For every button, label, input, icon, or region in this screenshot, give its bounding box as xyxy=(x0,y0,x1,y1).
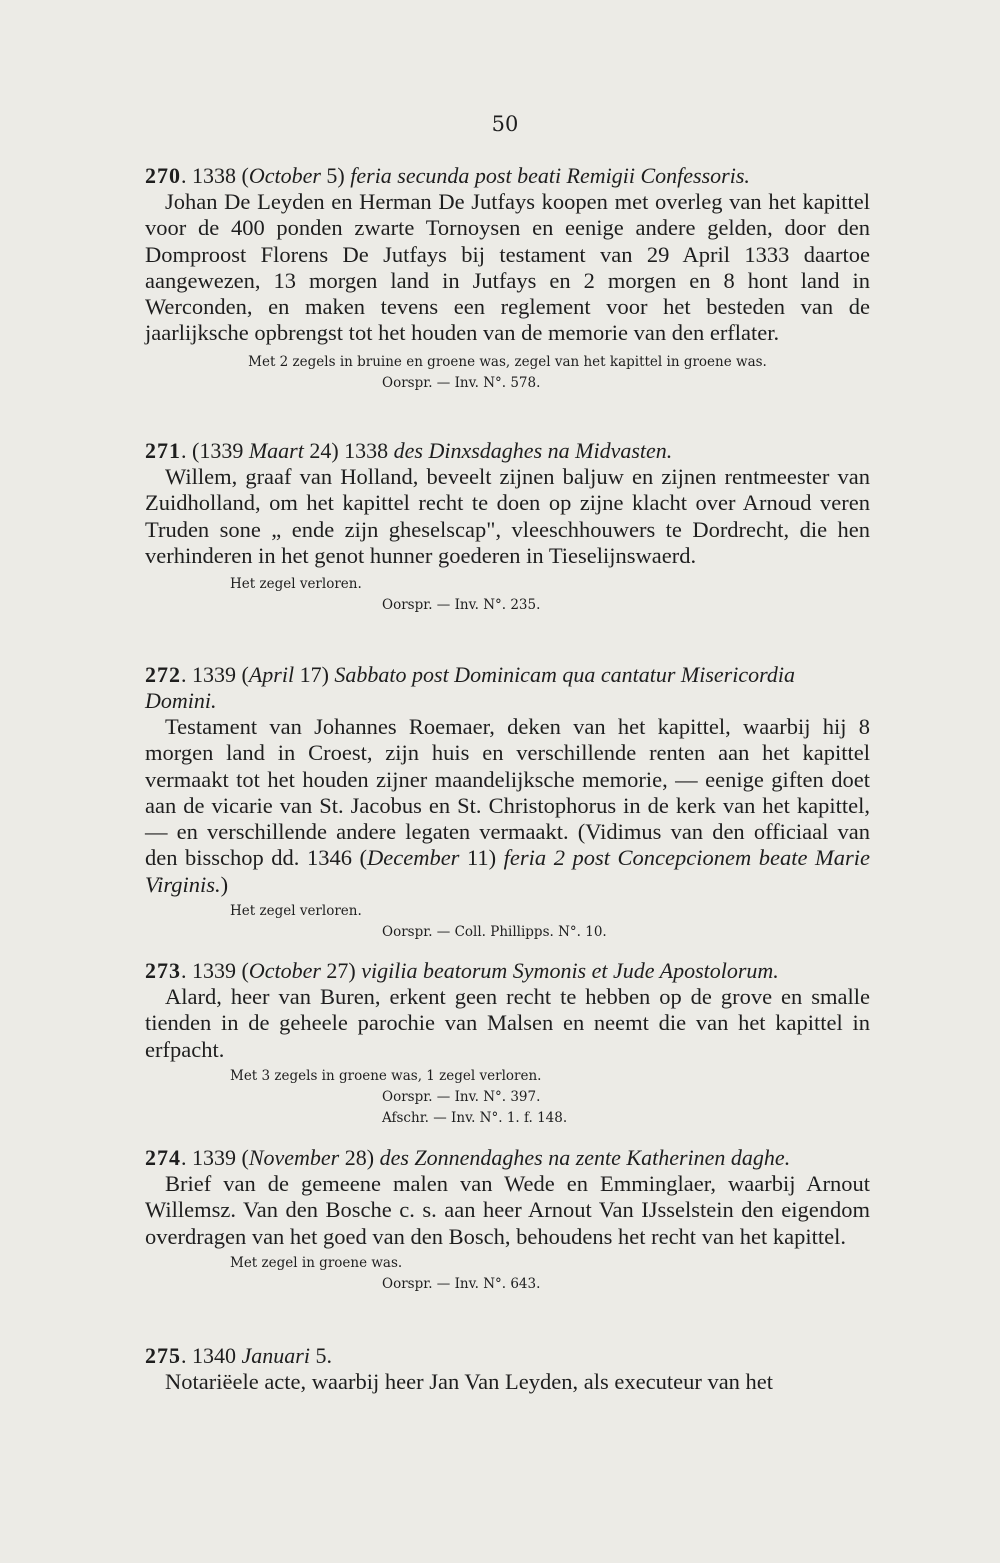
entry-number: 271 xyxy=(145,438,181,463)
entry-month: October xyxy=(248,163,321,188)
entry-274 xyxy=(145,1145,870,1295)
entry-number: 273 xyxy=(145,958,181,983)
entry-text: Brief van de gemeene malen van Wede en Emminglaer, waarbij Arnout Willemsz. Van den Bosche c. s. aan heer Arnout Van IJsselstein den eigendom overdragen van het goed van den Bosch, behoudens het recht van het kapittel. xyxy=(145,1171,870,1249)
reference-note: Afschr. — Inv. N°. 1. f. 148. xyxy=(382,1109,568,1126)
entry-date: 1339 ( xyxy=(192,662,249,687)
vidimus-day: 11) xyxy=(459,845,504,871)
seal-note: Met 3 zegels in groene was, 1 zegel verloren. xyxy=(230,1067,542,1084)
vidimus-latin-date: feria 2 post Concepcionem beate Marie Virginis. xyxy=(145,845,870,897)
entry-date: 1339 ( xyxy=(192,958,249,983)
entry-heading: 274. 1339 (November 28) des Zonnendaghes na zente Katherinen daghe. xyxy=(145,1145,791,1170)
entry-275 xyxy=(145,1343,870,1395)
vidimus-close: ) xyxy=(220,871,229,897)
seal-note: Het zegel verloren. xyxy=(230,903,362,920)
entry-latin-date: des Dinxsdaghes na Midvasten. xyxy=(393,438,673,463)
entry-text xyxy=(145,714,870,898)
entry-day: 24) 1338 xyxy=(303,438,394,463)
entry-number: 270 xyxy=(145,163,181,188)
entry-latin-date: feria secunda post beati Remigii Confessoris. xyxy=(350,163,750,188)
entry-heading: 273. 1339 (October 27) vigilia beatorum Symonis et Jude Apostolorum. xyxy=(145,958,779,983)
entry-number: 274 xyxy=(145,1145,181,1170)
reference-note: Oorspr. — Inv. N°. 397. xyxy=(382,1088,541,1105)
entry-text-main: Testament van Johannes Roemaer, deken van het kapittel, waarbij hij 8 morgen land in Croest, zijn huis en verschillende renten aan het kapittel vermaakt tot het houden zijner maandelijksche memorie, — eenige giften doet aan de vicarie van St. Jacobus en St. Christophorus in de kerk van het kapittel, — en verschillende andere legaten vermaakt. (Vidimus van den officiaal van den bisschop dd. 1346 ( xyxy=(145,714,870,871)
entry-272 xyxy=(145,662,870,943)
entry-273 xyxy=(145,958,870,1129)
seal-note: Het zegel verloren. xyxy=(230,576,362,593)
entry-month: Maart xyxy=(248,438,304,463)
entry-heading: 271. (1339 Maart 24) 1338 des Dinxsdaghes na Midvasten. xyxy=(145,438,673,463)
entry-heading: 272. 1339 (April 17) Sabbato post Dominicam qua cantatur Misericordia Domini. xyxy=(145,662,795,713)
entry-text: Alard, heer van Buren, erkent geen recht te hebben op de grove en smalle tienden in de geheele parochie van Malsen en neemt die van het kapittel in erfpacht. xyxy=(145,984,870,1062)
entry-day: 27) xyxy=(320,958,362,983)
reference-note: Oorspr. — Inv. N°. 235. xyxy=(382,597,541,614)
entry-latin-date: Sabbato post Dominicam qua cantatur Misericordia Domini. xyxy=(145,662,795,713)
entry-day: 28) xyxy=(339,1145,380,1170)
entry-latin-date: vigilia beatorum Symonis et Jude Apostolorum. xyxy=(361,958,779,983)
entry-270 xyxy=(145,163,870,394)
entry-text: Notariëele acte, waarbij heer Jan Van Leyden, als executeur van het xyxy=(165,1369,774,1394)
entry-date: 1338 ( xyxy=(192,163,249,188)
entry-text: Johan De Leyden en Herman De Jutfays koopen met overleg van het kapittel voor de 400 ponden zwarte Tornoysen en eenige andere gelden, door den Domproost Florens De Jutfays bij testament van 29 April 1333 daartoe aangewezen, 13 morgen land in Jutfays en 2 morgen en 8 hont land in Werconden, en maken tevens een reglement voor het besteden van de jaarlijksche opbrengst tot het houden van de memorie van den erflater. xyxy=(145,189,870,346)
entry-day: 5) xyxy=(320,163,351,188)
entry-date: 1340 xyxy=(192,1343,242,1368)
entry-number: 275 xyxy=(145,1343,181,1368)
seal-note: Met 2 zegels in bruine en groene was, zegel van het kapittel in groene was. xyxy=(248,353,767,370)
entry-month: October xyxy=(248,958,321,983)
entry-month: April xyxy=(248,662,295,687)
entry-date: 1339 ( xyxy=(192,1145,249,1170)
reference-note: Oorspr. — Inv. N°. 578. xyxy=(382,374,541,391)
reference-note: Oorspr. — Coll. Phillipps. N°. 10. xyxy=(382,924,607,941)
seal-note: Met zegel in groene was. xyxy=(230,1254,403,1271)
entry-heading: 270. 1338 (October 5) feria secunda post beati Remigii Confessoris. xyxy=(145,163,750,188)
entry-text: Willem, graaf van Holland, beveelt zijnen baljuw en zijnen rentmeester van Zuidholland, om het kapittel recht te doen op zijne klacht over Arnoud veren Truden sone „ ende zijn gheselscap", vleeschhouwers te Dordrecht, die hen verhinderen in het genot hunner goederen in Tieselijnswaerd. xyxy=(145,464,870,568)
page-number: 50 xyxy=(491,112,519,136)
entry-date: (1339 xyxy=(192,438,249,463)
entry-number: 272 xyxy=(145,662,181,687)
entry-latin-date: des Zonnendaghes na zente Katherinen daghe. xyxy=(379,1145,791,1170)
entry-271 xyxy=(145,438,870,616)
entry-month: Januari xyxy=(241,1343,310,1368)
entry-heading: 275. 1340 Januari 5. xyxy=(145,1343,332,1368)
entry-day: 5. xyxy=(309,1343,332,1368)
vidimus-month: December xyxy=(366,845,460,871)
entry-day: 17) xyxy=(294,662,335,687)
reference-note: Oorspr. — Inv. N°. 643. xyxy=(382,1275,541,1292)
entry-month: November xyxy=(248,1145,340,1170)
